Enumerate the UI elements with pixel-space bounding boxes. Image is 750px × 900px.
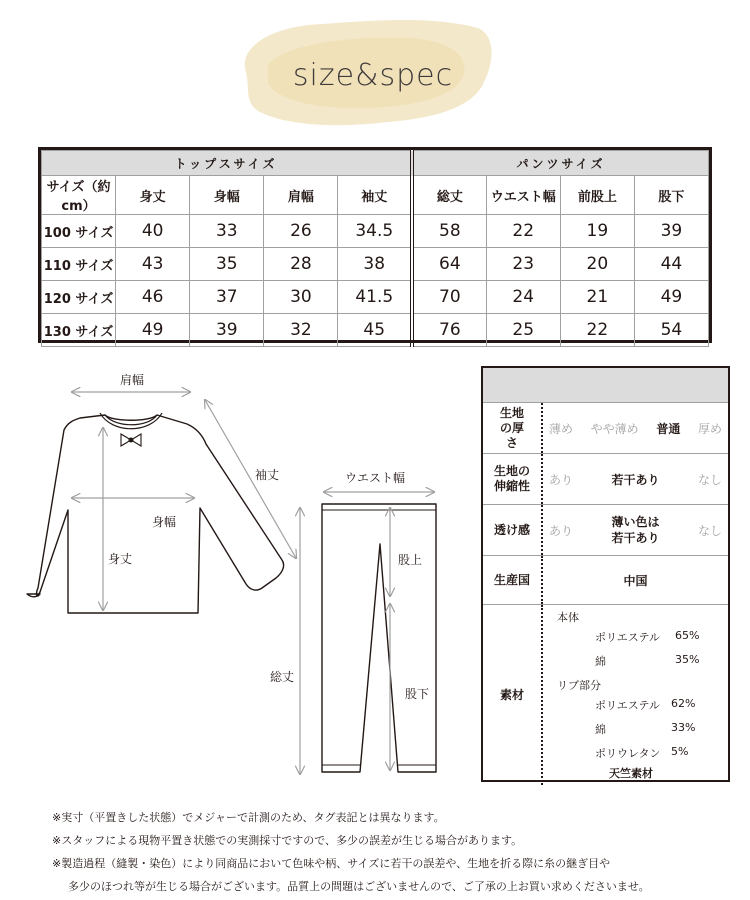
option: なし: [697, 472, 722, 487]
column-header-row: [42, 176, 709, 215]
option: あり: [549, 523, 574, 538]
cell: 24: [486, 281, 560, 314]
cell: 19: [560, 215, 634, 248]
spec-row-stretch: [483, 454, 728, 505]
col-shoulder: 肩幅: [264, 176, 338, 215]
row-size: 130 サイズ: [42, 314, 116, 347]
row-size: 120 サイズ: [42, 281, 116, 314]
material-pct: 65%: [675, 629, 700, 642]
material-body-title: 本体: [557, 611, 579, 624]
label-body-length: 身丈: [108, 552, 133, 566]
note-line: ※スタッフによる現物平置き状態での実測採寸ですので、多少の誤差が生じる場合があります。: [52, 834, 523, 847]
row-size: 100 サイズ: [42, 215, 116, 248]
spec-header-bar: [483, 368, 728, 403]
spec-key-label: 生産国: [493, 572, 530, 587]
spec-key: [483, 454, 543, 504]
cell: 49: [116, 314, 190, 347]
cell: 40: [116, 215, 190, 248]
tops-size-header: トップスサイズ: [42, 151, 413, 176]
cell: 39: [190, 314, 264, 347]
option-selected: 薄い色は 若干あり: [611, 515, 660, 545]
cell: 49: [634, 281, 708, 314]
fabric-type: 天竺素材: [609, 767, 653, 780]
cell: 39: [634, 215, 708, 248]
row-size: 110 サイズ: [42, 248, 116, 281]
pants-outline: [322, 504, 436, 772]
material-name: ポリウレタン: [595, 747, 661, 760]
cell: 21: [560, 281, 634, 314]
col-total-length: 総丈: [412, 176, 486, 215]
spec-row-thickness: [483, 403, 728, 454]
cell: 41.5: [338, 281, 412, 314]
page-title: size&spec: [292, 58, 454, 93]
cell: 44: [634, 248, 708, 281]
cell: 22: [486, 215, 560, 248]
spec-key: [483, 505, 543, 555]
label-sleeve: 袖丈: [255, 468, 280, 482]
material-details: [543, 605, 728, 785]
measurement-diagram: [0, 360, 470, 780]
option: あり: [549, 472, 574, 487]
option: やや薄め: [590, 421, 639, 436]
material-pct: 5%: [671, 745, 689, 758]
material-name: 綿: [595, 655, 606, 668]
cell: 46: [116, 281, 190, 314]
origin-value: 中国: [623, 573, 648, 588]
spec-table: [481, 366, 730, 782]
cell: 35: [190, 248, 264, 281]
col-waist: ウエスト幅: [486, 176, 560, 215]
col-length: 身丈: [116, 176, 190, 215]
cell: 70: [412, 281, 486, 314]
label-waist: ウエスト幅: [345, 471, 406, 485]
cell: 45: [338, 314, 412, 347]
spec-key-label: 生地の厚さ: [499, 405, 524, 450]
material-name: 綿: [595, 723, 606, 736]
cell: 33: [190, 215, 264, 248]
label-total-length: 総丈: [270, 670, 295, 684]
spec-row-material: [483, 605, 728, 785]
cell: 64: [412, 248, 486, 281]
option-selected: 若干あり: [611, 472, 660, 487]
spec-key-label: 生地の伸縮性: [493, 464, 530, 493]
cell: 76: [412, 314, 486, 347]
cell: 37: [190, 281, 264, 314]
cell: 43: [116, 248, 190, 281]
cell: 22: [560, 314, 634, 347]
cell: 20: [560, 248, 634, 281]
option: 厚め: [697, 421, 722, 436]
label-rise: 股上: [398, 553, 423, 567]
cell: 34.5: [338, 215, 412, 248]
label-shoulder: 肩幅: [120, 373, 145, 387]
pants-size-header: パンツサイズ: [412, 151, 708, 176]
cell: 25: [486, 314, 560, 347]
label-inseam: 股下: [405, 687, 430, 701]
col-size: サイズ（約 cm）: [42, 176, 116, 215]
option-selected: 普通: [656, 421, 681, 436]
spec-values: [543, 420, 728, 437]
spec-key-label: 透け感: [493, 522, 530, 537]
material-pct: 33%: [671, 721, 696, 734]
material-pct: 35%: [675, 653, 700, 666]
size-table: [38, 147, 712, 343]
cell: 23: [486, 248, 560, 281]
note-line: ※製造過程（縫製・染色）により同商品において色味や柄、サイズに若干の誤差や、生地を折る際に糸の継ぎ目や: [52, 857, 611, 870]
cell: 30: [264, 281, 338, 314]
spec-key-label: 素材: [499, 687, 524, 702]
material-name: ポリエステル: [595, 631, 661, 644]
material-pct: 62%: [671, 697, 696, 710]
table-row: [42, 281, 709, 314]
garment-illustration: [0, 360, 470, 780]
cell: 54: [634, 314, 708, 347]
cell: 38: [338, 248, 412, 281]
material-name: ポリエステル: [595, 699, 661, 712]
label-body-width: 身幅: [152, 515, 177, 529]
col-inseam: 股下: [634, 176, 708, 215]
note-line: ※実寸（平置きした状態）でメジャーで計測のため、タグ表記とは異なります。: [52, 811, 445, 824]
table-row: [42, 314, 709, 347]
col-front-rise: 前股上: [560, 176, 634, 215]
spec-key: [483, 605, 543, 785]
spec-values: [543, 471, 728, 488]
cell: 26: [264, 215, 338, 248]
option: 薄め: [549, 421, 574, 436]
cell: 32: [264, 314, 338, 347]
material-rib-title: リブ部分: [557, 679, 601, 692]
bow-icon: [121, 434, 141, 446]
notes: [52, 806, 650, 898]
col-body-width: 身幅: [190, 176, 264, 215]
title-area: [228, 14, 498, 132]
table-row: [42, 215, 709, 248]
option: なし: [697, 523, 722, 538]
spec-row-sheer: [483, 505, 728, 556]
table-row: [42, 248, 709, 281]
spec-key: [483, 403, 543, 453]
col-sleeve: 袖丈: [338, 176, 412, 215]
note-line: 多少のほつれ等が生じる場合がございます。品質上の問題はございませんので、ご了承の上お買い求めくださいませ。: [68, 880, 650, 893]
spec-key: [483, 556, 543, 604]
spec-row-origin: [483, 556, 728, 605]
cell: 58: [412, 215, 486, 248]
cell: 28: [264, 248, 338, 281]
spec-values: [543, 514, 728, 546]
